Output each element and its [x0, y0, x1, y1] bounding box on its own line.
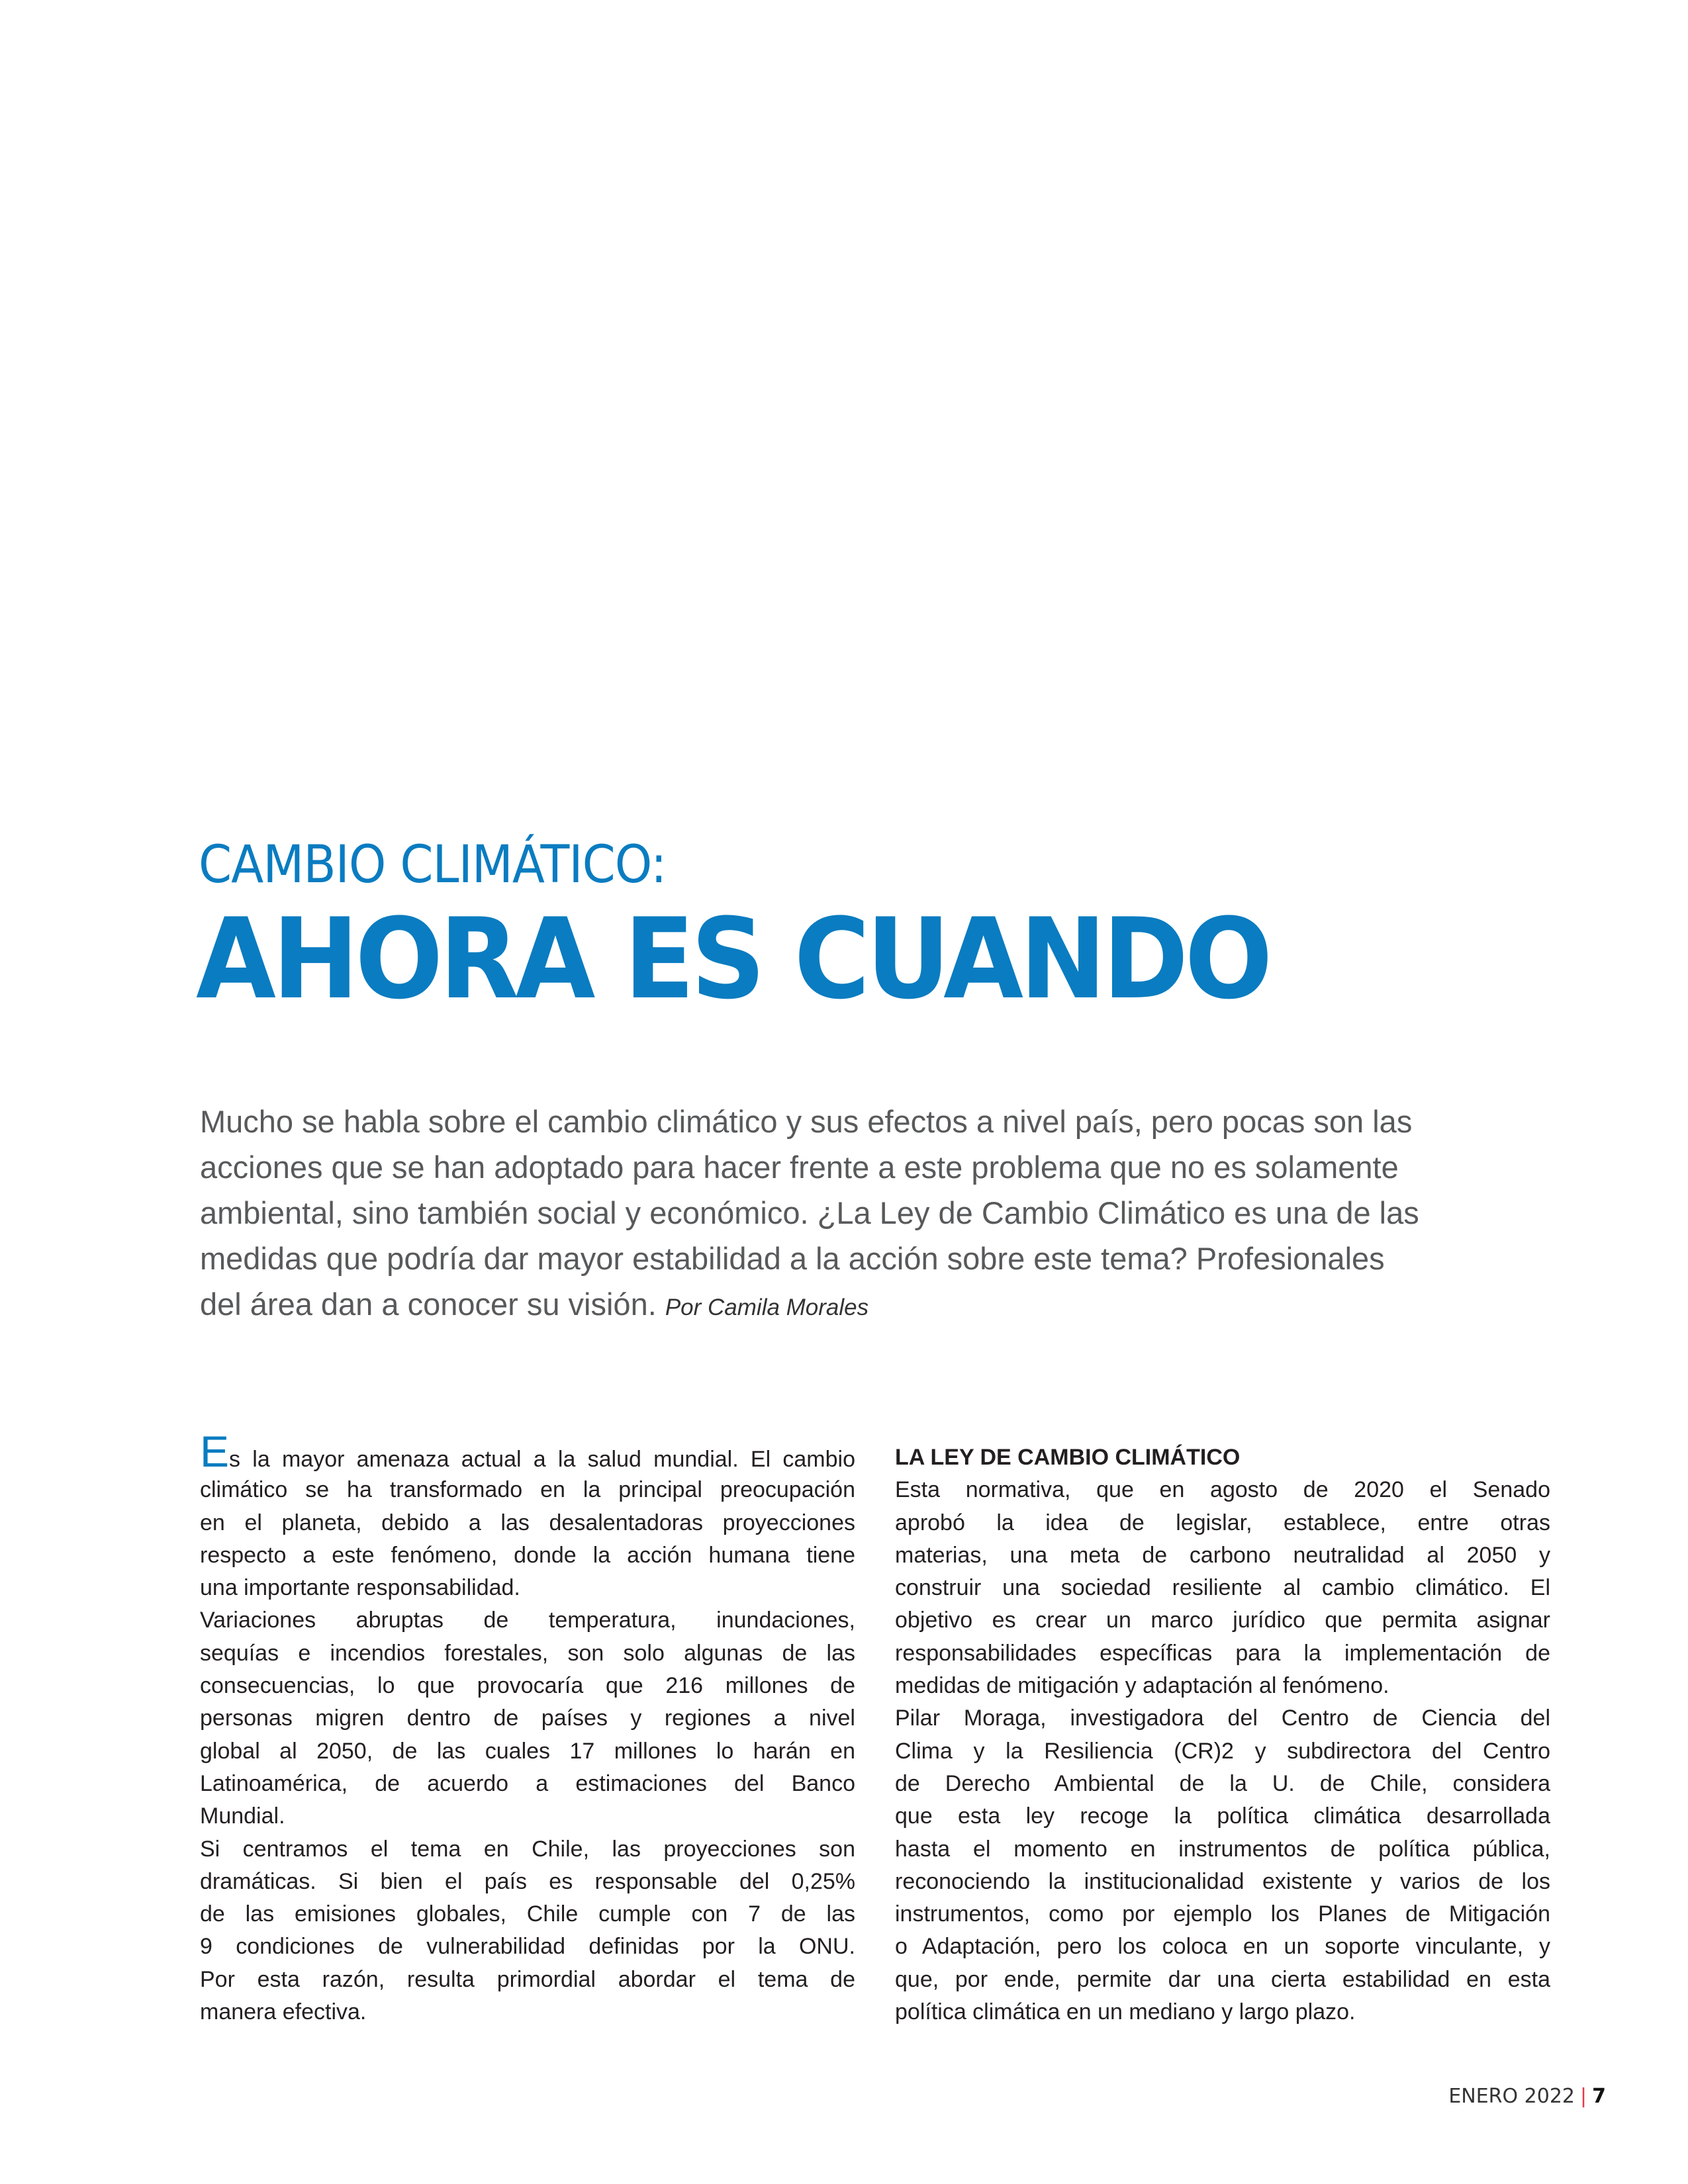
- body-line: de las emisiones globales, Chile cumple con 7 de las: [200, 1901, 855, 1927]
- body-line: climático se ha transformado en la principal preocupación: [200, 1477, 855, 1503]
- issue-date: ENERO 2022: [1448, 2085, 1575, 2108]
- body-line: Pilar Moraga, investigadora del Centro de Ciencia del: [895, 1706, 1550, 1731]
- body-line: consecuencias, lo que provocaría que 216 millones de: [200, 1673, 855, 1699]
- body-line: personas migren dentro de países y regiones a nivel: [200, 1706, 855, 1731]
- page-number: 7: [1592, 2085, 1606, 2108]
- section-subhead: LA LEY DE CAMBIO CLIMÁTICO: [895, 1445, 1241, 1470]
- body-line: Mundial.: [200, 1803, 285, 1829]
- lead-line-text: del área dan a conocer su visión.: [200, 1287, 657, 1322]
- body-line: manera efectiva.: [200, 1999, 367, 2025]
- lead-line: Mucho se habla sobre el cambio climático y sus efectos a nivel país, pero pocas son las: [200, 1104, 1413, 1139]
- lead-line: acciones que se han adoptado para hacer frente a este problema que no es solamente: [200, 1150, 1399, 1185]
- body-line: construir una sociedad resiliente al cambio climático. El: [895, 1575, 1550, 1601]
- page-footer: [1448, 2085, 1606, 2108]
- lead-line-last: [200, 1281, 1554, 1327]
- body-line: Esta normativa, que en agosto de 2020 el Senado: [895, 1477, 1550, 1503]
- body-line: en el planeta, debido a las desalentadoras proyecciones: [200, 1510, 855, 1535]
- drop-cap: E: [200, 1427, 230, 1476]
- article-kicker: CAMBIO CLIMÁTICO:: [199, 835, 667, 895]
- body-line: hasta el momento en instrumentos de política pública,: [895, 1836, 1550, 1862]
- body-line: instrumentos, como por ejemplo los Planes de Mitigación: [895, 1901, 1550, 1927]
- byline: Por Camila Morales: [665, 1295, 869, 1320]
- lead-line: ambiental, sino también social y económico. ¿La Ley de Cambio Climático es una de las: [200, 1195, 1419, 1230]
- body-line: Si centramos el tema en Chile, las proyecciones son: [200, 1836, 855, 1862]
- body-line: Latinoamérica, de acuerdo a estimaciones del Banco: [200, 1770, 855, 1796]
- body-line: política climática en un mediano y largo plazo.: [895, 1999, 1356, 2025]
- body-line: Variaciones abruptas de temperatura, inundaciones,: [200, 1608, 855, 1633]
- body-line: que esta ley recoge la política climática desarrollada: [895, 1803, 1550, 1829]
- right-column: [895, 1441, 1550, 2028]
- body-line: o Adaptación, pero los coloca en un soporte vinculante, y: [895, 1934, 1550, 1960]
- body-line: responsabilidades específicas para la implementación de: [895, 1640, 1550, 1666]
- lead-paragraph: [200, 1099, 1554, 1327]
- body-line: medidas de mitigación y adaptación al fenómeno.: [895, 1673, 1389, 1699]
- body-line: respecto a este fenómeno, donde la acción humana tiene: [200, 1542, 855, 1568]
- body-line: reconociendo la institucionalidad existente y varios de los: [895, 1868, 1550, 1894]
- body-line: dramáticas. Si bien el país es responsable del 0,25%: [200, 1868, 855, 1894]
- body-line: 9 condiciones de vulnerabilidad definidas por la ONU.: [200, 1934, 855, 1960]
- body-line: Por esta razón, resulta primordial abordar el tema de: [200, 1966, 855, 1992]
- body-line: Clima y la Resiliencia (CR)2 y subdirectora del Centro: [895, 1738, 1550, 1764]
- body-line: aprobó la idea de legislar, establece, entre otras: [895, 1510, 1550, 1535]
- body-line: materias, una meta de carbono neutralidad al 2050 y: [895, 1542, 1550, 1568]
- body-line: objetivo es crear un marco jurídico que permita asignar: [895, 1608, 1550, 1633]
- body-line: global al 2050, de las cuales 17 millones lo harán en: [200, 1738, 855, 1764]
- body-line: de Derecho Ambiental de la U. de Chile, considera: [895, 1770, 1550, 1796]
- footer-separator: |: [1580, 2085, 1587, 2108]
- lead-line: medidas que podría dar mayor estabilidad a la acción sobre este tema? Profesionales: [200, 1241, 1385, 1276]
- body-line: una importante responsabilidad.: [200, 1575, 520, 1601]
- first-line-text: s la mayor amenaza actual a la salud mundial. El cambio: [229, 1447, 855, 1472]
- article-title: AHORA ES CUANDO: [196, 894, 1269, 1024]
- body-line: sequías e incendios forestales, son solo algunas de las: [200, 1640, 855, 1666]
- left-column: [200, 1427, 855, 2028]
- first-line: [200, 1427, 855, 1476]
- body-line: que, por ende, permite dar una cierta estabilidad en esta: [895, 1966, 1550, 1992]
